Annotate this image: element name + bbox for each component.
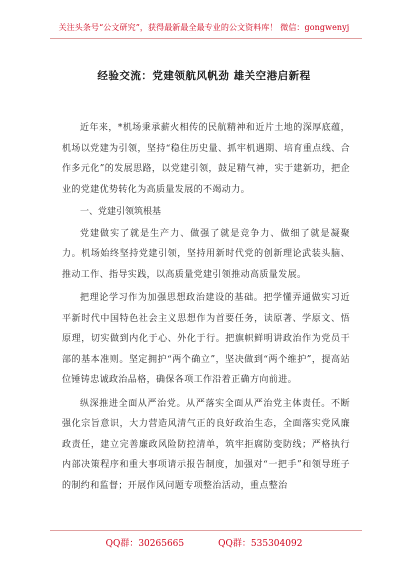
paragraph: 把理论学习作为加强思想政治建设的基础。把学懂弄通做实习近平新时代中国特色社会主义思想作为首要任务，读原著、学原文、悟原理，切实做到内化于心、外化于行。把旗帜鲜明讲政治作为党员干部的基本准则。坚定拥护“两个确立”，坚决做到“两个维护”，提高站位锤铸忠诚政治品格，确保各项工作沿着正确方向前进。 [62,293,350,385]
footer-qq-group-1: QQ群：30265665 [105,539,185,549]
document-body [62,118,350,496]
paragraph: 党建做实了就是生产力、做强了就是竞争力、做细了就是凝聚力。机场始终坚持党建引领，坚持用新时代党的创新理论武装头脑、推动工作、指导实践，以高质量党建引领推动高质量发展。 [62,228,350,280]
header-banner: 关注头条号“公文研究”，获得最新最全最专业的公文资料库！ 微信：gongwenyj [58,23,350,32]
header-divider [50,38,362,39]
section-heading: 一、党建引领筑根基 [80,207,162,217]
paragraph: 纵深推进全面从严治党。从严落实全面从严治党主体责任。不断强化宗旨意识，大力营造风清气正的良好政治生态，全面落实党风廉政责任，建立完善廉政风险防控清单，筑牢拒腐防变防线；严格执行内部决策程序和重大事项请示报告制度，加强对“一把手”和领导班子的制约和监督；开展作风问题专项整治活动，重点整治 [62,398,350,491]
paragraph-intro: 近年来，*机场秉承薪火相传的民航精神和近片土地的深厚底蕴，机场以党建为引领，坚持“稳住历史量、抓牢机遇期、培育重点线、合作多元化”的发展思路，以党建引领，鼓足精气神，实于建新功，把企业的党建优势转化为高质量发展的不竭动力。 [62,123,350,195]
document-title: 经验交流：党建领航风帆劲 雄关空港启新程 [97,70,311,82]
footer [0,536,408,549]
footer-divider [50,530,362,531]
footer-qq-group-2: QQ群：535304092 [218,539,303,549]
